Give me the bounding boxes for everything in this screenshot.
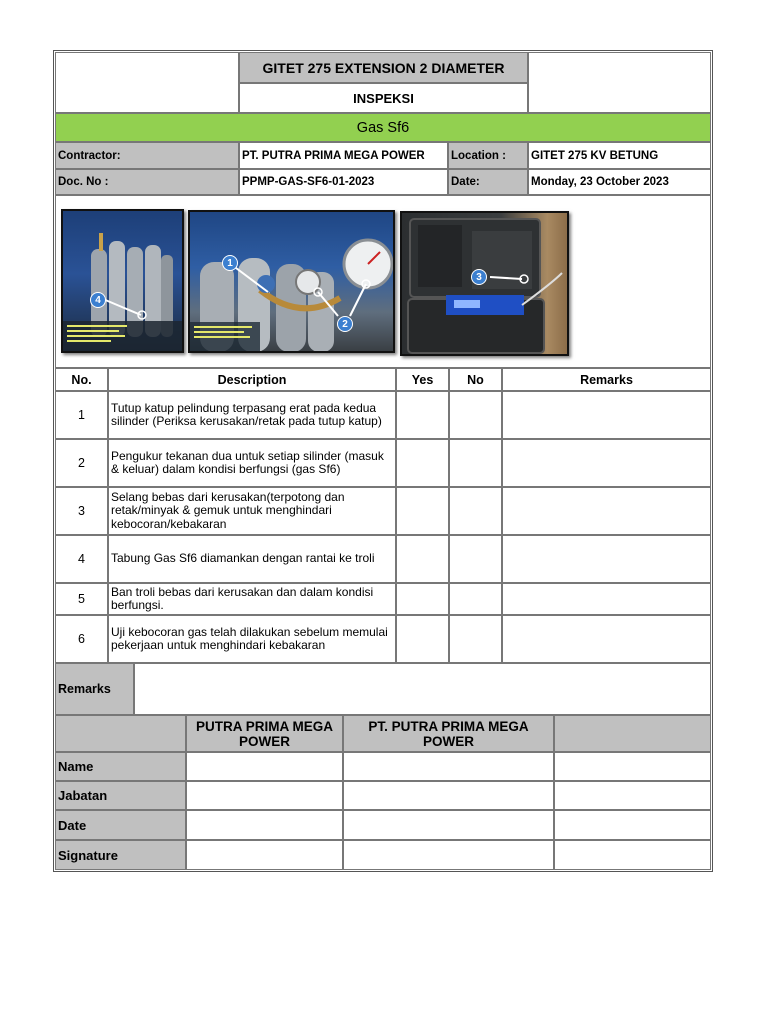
sign-jabatan-col3[interactable]	[554, 781, 711, 810]
sign-row-signature-label: Signature	[55, 840, 186, 870]
sign-header-blank	[55, 715, 186, 752]
remarks-label: Remarks	[55, 663, 134, 715]
row-6-description: Uji kebocoran gas telah dilakukan sebelum memulai pekerjaan untuk menghindari kebakaran	[108, 615, 396, 663]
col-header-no-answer: No	[449, 368, 502, 391]
photo-badge-3: 3	[471, 269, 487, 285]
row-4-yes[interactable]	[396, 535, 449, 583]
sign-name-col1[interactable]	[186, 752, 343, 781]
date-value: Monday, 23 October 2023	[528, 169, 711, 195]
sign-date-col1[interactable]	[186, 810, 343, 840]
row-3-no-answer[interactable]	[449, 487, 502, 535]
photo-badge-4: 4	[90, 292, 106, 308]
row-5-remarks[interactable]	[502, 583, 711, 615]
row-1-yes[interactable]	[396, 391, 449, 439]
sign-header-col3	[554, 715, 711, 752]
photo-gas-cylinders	[61, 209, 184, 353]
row-1-no-answer[interactable]	[449, 391, 502, 439]
row-3-remarks[interactable]	[502, 487, 711, 535]
row-4-description: Tabung Gas Sf6 diamankan dengan rantai ke troli	[108, 535, 396, 583]
sign-date-col2[interactable]	[343, 810, 554, 840]
logo-area	[55, 52, 239, 113]
sign-jabatan-col2[interactable]	[343, 781, 554, 810]
row-5-no-answer[interactable]	[449, 583, 502, 615]
row-2-yes[interactable]	[396, 439, 449, 487]
col-header-description: Description	[108, 368, 396, 391]
row-6-remarks[interactable]	[502, 615, 711, 663]
row-5-no: 5	[55, 583, 108, 615]
row-1-no: 1	[55, 391, 108, 439]
form-subtitle: INSPEKSI	[239, 83, 528, 113]
row-3-description: Selang bebas dari kerusakan(terpotong dan retak/minyak & gemuk untuk menghindari kebocoran/kebakaran	[108, 487, 396, 535]
row-2-description: Pengukur tekanan dua untuk setiap silinder (masuk & keluar) dalam kondisi berfungsi (gas Sf6)	[108, 439, 396, 487]
doc-value: PPMP-GAS-SF6-01-2023	[239, 169, 448, 195]
sign-date-col3[interactable]	[554, 810, 711, 840]
sign-row-jabatan-label: Jabatan	[55, 781, 186, 810]
photo-regulators	[188, 210, 395, 353]
photo-leak-detector-case	[400, 211, 569, 356]
sign-signature-col2[interactable]	[343, 840, 554, 870]
row-6-no: 6	[55, 615, 108, 663]
sign-signature-col1[interactable]	[186, 840, 343, 870]
row-2-no-answer[interactable]	[449, 439, 502, 487]
photo-badge-2: 2	[337, 316, 353, 332]
sign-header-col2: PT. PUTRA PRIMA MEGA POWER	[343, 715, 554, 752]
row-4-no: 4	[55, 535, 108, 583]
row-5-yes[interactable]	[396, 583, 449, 615]
header-right-area	[528, 52, 711, 113]
doc-label: Doc. No :	[55, 169, 239, 195]
row-2-remarks[interactable]	[502, 439, 711, 487]
regulator-illustration	[190, 212, 395, 353]
row-4-no-answer[interactable]	[449, 535, 502, 583]
row-5-description: Ban troli bebas dari kerusakan dan dalam kondisi berfungsi.	[108, 583, 396, 615]
location-value: GITET 275 KV BETUNG	[528, 142, 711, 169]
photo-badge-1: 1	[222, 255, 238, 271]
col-header-remarks: Remarks	[502, 368, 711, 391]
row-1-remarks[interactable]	[502, 391, 711, 439]
detector-case-illustration	[402, 213, 569, 356]
row-4-remarks[interactable]	[502, 535, 711, 583]
col-header-yes: Yes	[396, 368, 449, 391]
project-title: GITET 275 EXTENSION 2 DIAMETER	[239, 52, 528, 83]
row-6-yes[interactable]	[396, 615, 449, 663]
contractor-value: PT. PUTRA PRIMA MEGA POWER	[239, 142, 448, 169]
date-label: Date:	[448, 169, 528, 195]
row-6-no-answer[interactable]	[449, 615, 502, 663]
sign-name-col3[interactable]	[554, 752, 711, 781]
row-3-no: 3	[55, 487, 108, 535]
cylinders-illustration	[63, 211, 184, 353]
row-3-yes[interactable]	[396, 487, 449, 535]
sign-row-date-label: Date	[55, 810, 186, 840]
sign-name-col2[interactable]	[343, 752, 554, 781]
sign-signature-col3[interactable]	[554, 840, 711, 870]
row-2-no: 2	[55, 439, 108, 487]
col-header-no: No.	[55, 368, 108, 391]
contractor-label: Contractor:	[55, 142, 239, 169]
sign-jabatan-col1[interactable]	[186, 781, 343, 810]
row-1-description: Tutup katup pelindung terpasang erat pada kedua silinder (Periksa kerusakan/retak pada tutup katup)	[108, 391, 396, 439]
section-title: Gas Sf6	[55, 113, 711, 142]
remarks-field[interactable]	[134, 663, 711, 715]
location-label: Location :	[448, 142, 528, 169]
sign-row-name-label: Name	[55, 752, 186, 781]
sign-header-col1: PUTRA PRIMA MEGA POWER	[186, 715, 343, 752]
